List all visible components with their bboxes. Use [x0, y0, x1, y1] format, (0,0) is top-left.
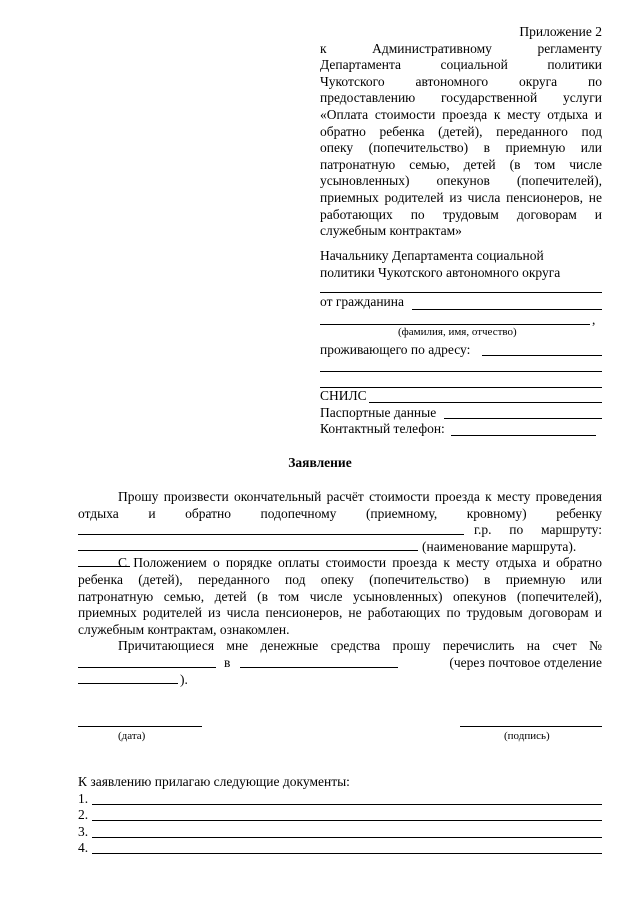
p3-in: в [224, 655, 231, 670]
snils-label: СНИЛС [320, 388, 367, 403]
bank-field[interactable] [240, 667, 398, 668]
p2-line: С Положением о порядке оплаты стоимости проезда к месту отдыха и обратно [118, 555, 602, 571]
appendix-line: работающих по трудовым договорам и [320, 206, 602, 222]
gr-word: г.р. [474, 522, 492, 538]
appendix-line: приемных родителей из числа пенсионеров, не [320, 189, 602, 205]
signature-hint: (подпись) [504, 730, 550, 742]
post-office-field[interactable] [78, 683, 178, 684]
attachments-intro: К заявлению прилагаю следующие документы: [78, 774, 350, 789]
from-citizen-label: от гражданина [320, 294, 404, 309]
statement-p1-line2 [78, 506, 602, 523]
phone-label: Контактный телефон: [320, 421, 445, 437]
address-label: проживающего по адресу: [320, 342, 471, 357]
appendix-line: к Административному регламенту [320, 40, 602, 56]
date-field[interactable] [78, 726, 202, 727]
addressee-line-2: политики Чукотского автономного округа [320, 264, 561, 280]
address-field-1[interactable] [482, 355, 602, 356]
appendix-line: Департамента социальной политики [320, 57, 602, 73]
appendix-line: Чукотского автономного округа по [320, 73, 602, 89]
appendix-regulation-text [320, 41, 602, 224]
route-hint: (наименование маршрута). [422, 538, 577, 554]
child-name-field[interactable] [78, 534, 464, 535]
citizen-name-field-2[interactable] [320, 324, 590, 325]
appendix-title: Приложение 2 [519, 24, 602, 39]
p1-word: кровному) [466, 505, 527, 521]
attachment-field[interactable] [92, 853, 602, 854]
date-hint: (дата) [118, 730, 146, 742]
p1-word: ребенку [556, 505, 602, 521]
attachment-field[interactable] [92, 837, 602, 838]
appendix-line: опеку (попечительство) в приемную или [320, 140, 602, 156]
fio-hint: (фамилия, имя, отчество) [398, 326, 517, 338]
passport-label: Паспортные данные [320, 404, 437, 420]
gr-word: по [509, 522, 524, 538]
addressee-line-1: Начальнику Департамента социальной [320, 248, 544, 263]
statement-p2-text [78, 555, 602, 621]
snils-field[interactable] [369, 402, 602, 403]
statement-p3-line1: Причитающиеся мне денежные средства прошу перечислить на счет № [118, 638, 602, 654]
address-field-2[interactable] [320, 371, 602, 372]
attachment-field[interactable] [92, 820, 602, 821]
appendix-line: обратно ребенка (детей), переданного под [320, 123, 602, 139]
blank-line-addressee[interactable] [320, 292, 602, 293]
attachment-field[interactable] [92, 804, 602, 805]
p1-word: отдыха [78, 505, 119, 521]
p1-word: подопечному [260, 505, 337, 521]
appendix-line: «Оплата стоимости проезда к месту отдыха и [320, 106, 602, 122]
attachment-number: 1. [78, 790, 89, 806]
attachment-number: 3. [78, 823, 89, 839]
gr-word: маршруту: [541, 522, 602, 538]
attachment-number: 4. [78, 840, 89, 856]
comma-mark: , [592, 312, 596, 327]
p2-line: патронатную семью, детей (в том числе усыновленных) опекунов (попечителей), [78, 588, 602, 604]
signature-field[interactable] [460, 726, 602, 727]
p2-line: приемных родителей из числа пенсионеров, не работающих по трудовым договорам и [78, 605, 602, 621]
appendix-line: предоставлению государственной услуги [320, 90, 602, 106]
passport-field[interactable] [444, 418, 602, 419]
appendix-line: патронатную семью, детей (в том числе [320, 156, 602, 172]
statement-p2-last: служебным контрактам, ознакомлен. [78, 621, 290, 637]
statement-p1-line1: Прошу произвести окончательный расчёт стоимости проезда к месту проведения [118, 489, 602, 504]
account-number-field[interactable] [78, 667, 216, 668]
statement-title: Заявление [288, 455, 352, 470]
attachment-number: 2. [78, 807, 89, 823]
p1-word: и [148, 505, 156, 521]
route-field[interactable] [78, 550, 418, 551]
appendix-line: усыновленных) опекунов (попечителей), [320, 173, 602, 189]
appendix-last-line: служебным контрактам» [320, 223, 462, 239]
p2-line: ребенка (детей), переданного под опеку (попечительство) в приемную или [78, 571, 602, 587]
statement-gr-route [474, 522, 602, 539]
phone-field[interactable] [451, 435, 596, 436]
citizen-name-field[interactable] [412, 309, 602, 310]
p1-word: обратно [185, 505, 231, 521]
p3-post: (через почтовое отделение [449, 655, 602, 670]
p1-word: (приемному, [365, 505, 438, 521]
p3-close: ). [180, 671, 188, 687]
